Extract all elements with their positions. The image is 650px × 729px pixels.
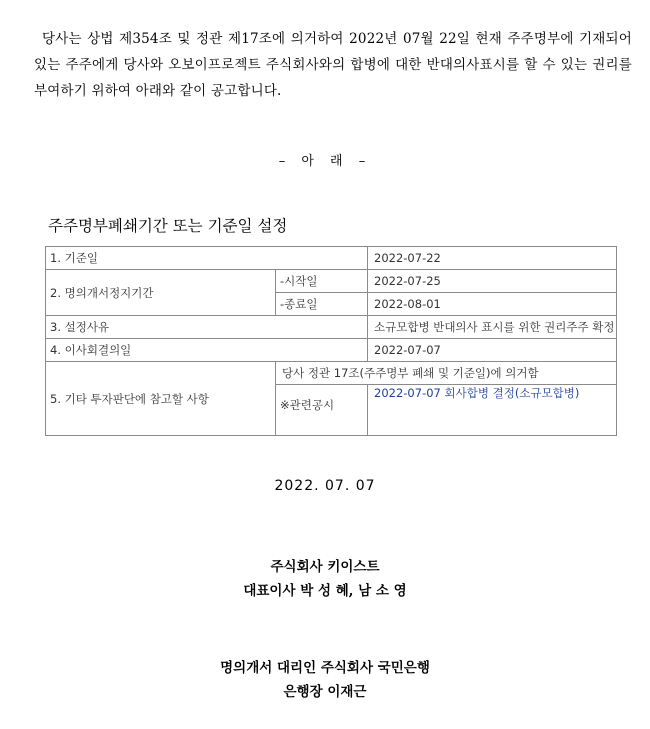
reason-label: 3. 설정사유: [46, 316, 368, 339]
record-date-value: 2022-07-22: [368, 247, 617, 270]
table-row-suspension-start: [46, 270, 617, 293]
other-matters-label: 5. 기타 투자판단에 참고할 사항: [46, 362, 276, 436]
board-date-label: 4. 이사회결의일: [46, 339, 368, 362]
suspension-end-value: 2022-08-01: [368, 293, 617, 316]
record-date-table: [45, 246, 617, 436]
board-date-value: 2022-07-07: [368, 339, 617, 362]
arae-heading: – 아 래 –: [278, 154, 372, 169]
suspension-end-label: -종료일: [276, 293, 368, 316]
table-row-record-date: [46, 247, 617, 270]
related-disclosure-link[interactable]: 2022-07-07 회사합병 결정(소규모합병): [374, 386, 580, 400]
suspension-period-label: 2. 명의개서정지기간: [46, 270, 276, 316]
record-date-label: 1. 기준일: [46, 247, 368, 270]
notice-intro-paragraph: 당사는 상법 제354조 및 정관 제17조에 의거하여 2022년 07월 22일 현재 주주명부에 기재되어 있는 주주에게 당사와 오보이프로젝트 주식회사와의 합병에 대한 반대의사표시를 할 수 있는 권리를 부여하기 위하여 아래와 같이 공고합니다.: [34, 30, 632, 99]
transfer-agent: 명의개서 대리인 주식회사 국민은행: [220, 660, 430, 676]
company-name: 주식회사 키이스트: [270, 559, 380, 575]
reason-value: 소규모합병 반대의사 표시를 위한 권리주주 확정: [368, 316, 617, 339]
notice-date: 2022. 07. 07: [274, 478, 376, 494]
suspension-start-label: -시작일: [276, 270, 368, 293]
bank-head: 은행장 이재근: [283, 684, 367, 700]
table-row-board-date: [46, 339, 617, 362]
section-title: 주주명부폐쇄기간 또는 기준일 설정: [48, 217, 288, 235]
other-matters-note: 당사 정관 17조(주주명부 폐쇄 및 기준일)에 의거함: [276, 362, 617, 385]
related-disclosure-label: ※관련공시: [276, 385, 368, 436]
table-row-reason: [46, 316, 617, 339]
table-row-other-note: [46, 362, 617, 385]
suspension-start-value: 2022-07-25: [368, 270, 617, 293]
ceo-names: 대표이사 박 성 혜, 남 소 영: [243, 583, 407, 599]
